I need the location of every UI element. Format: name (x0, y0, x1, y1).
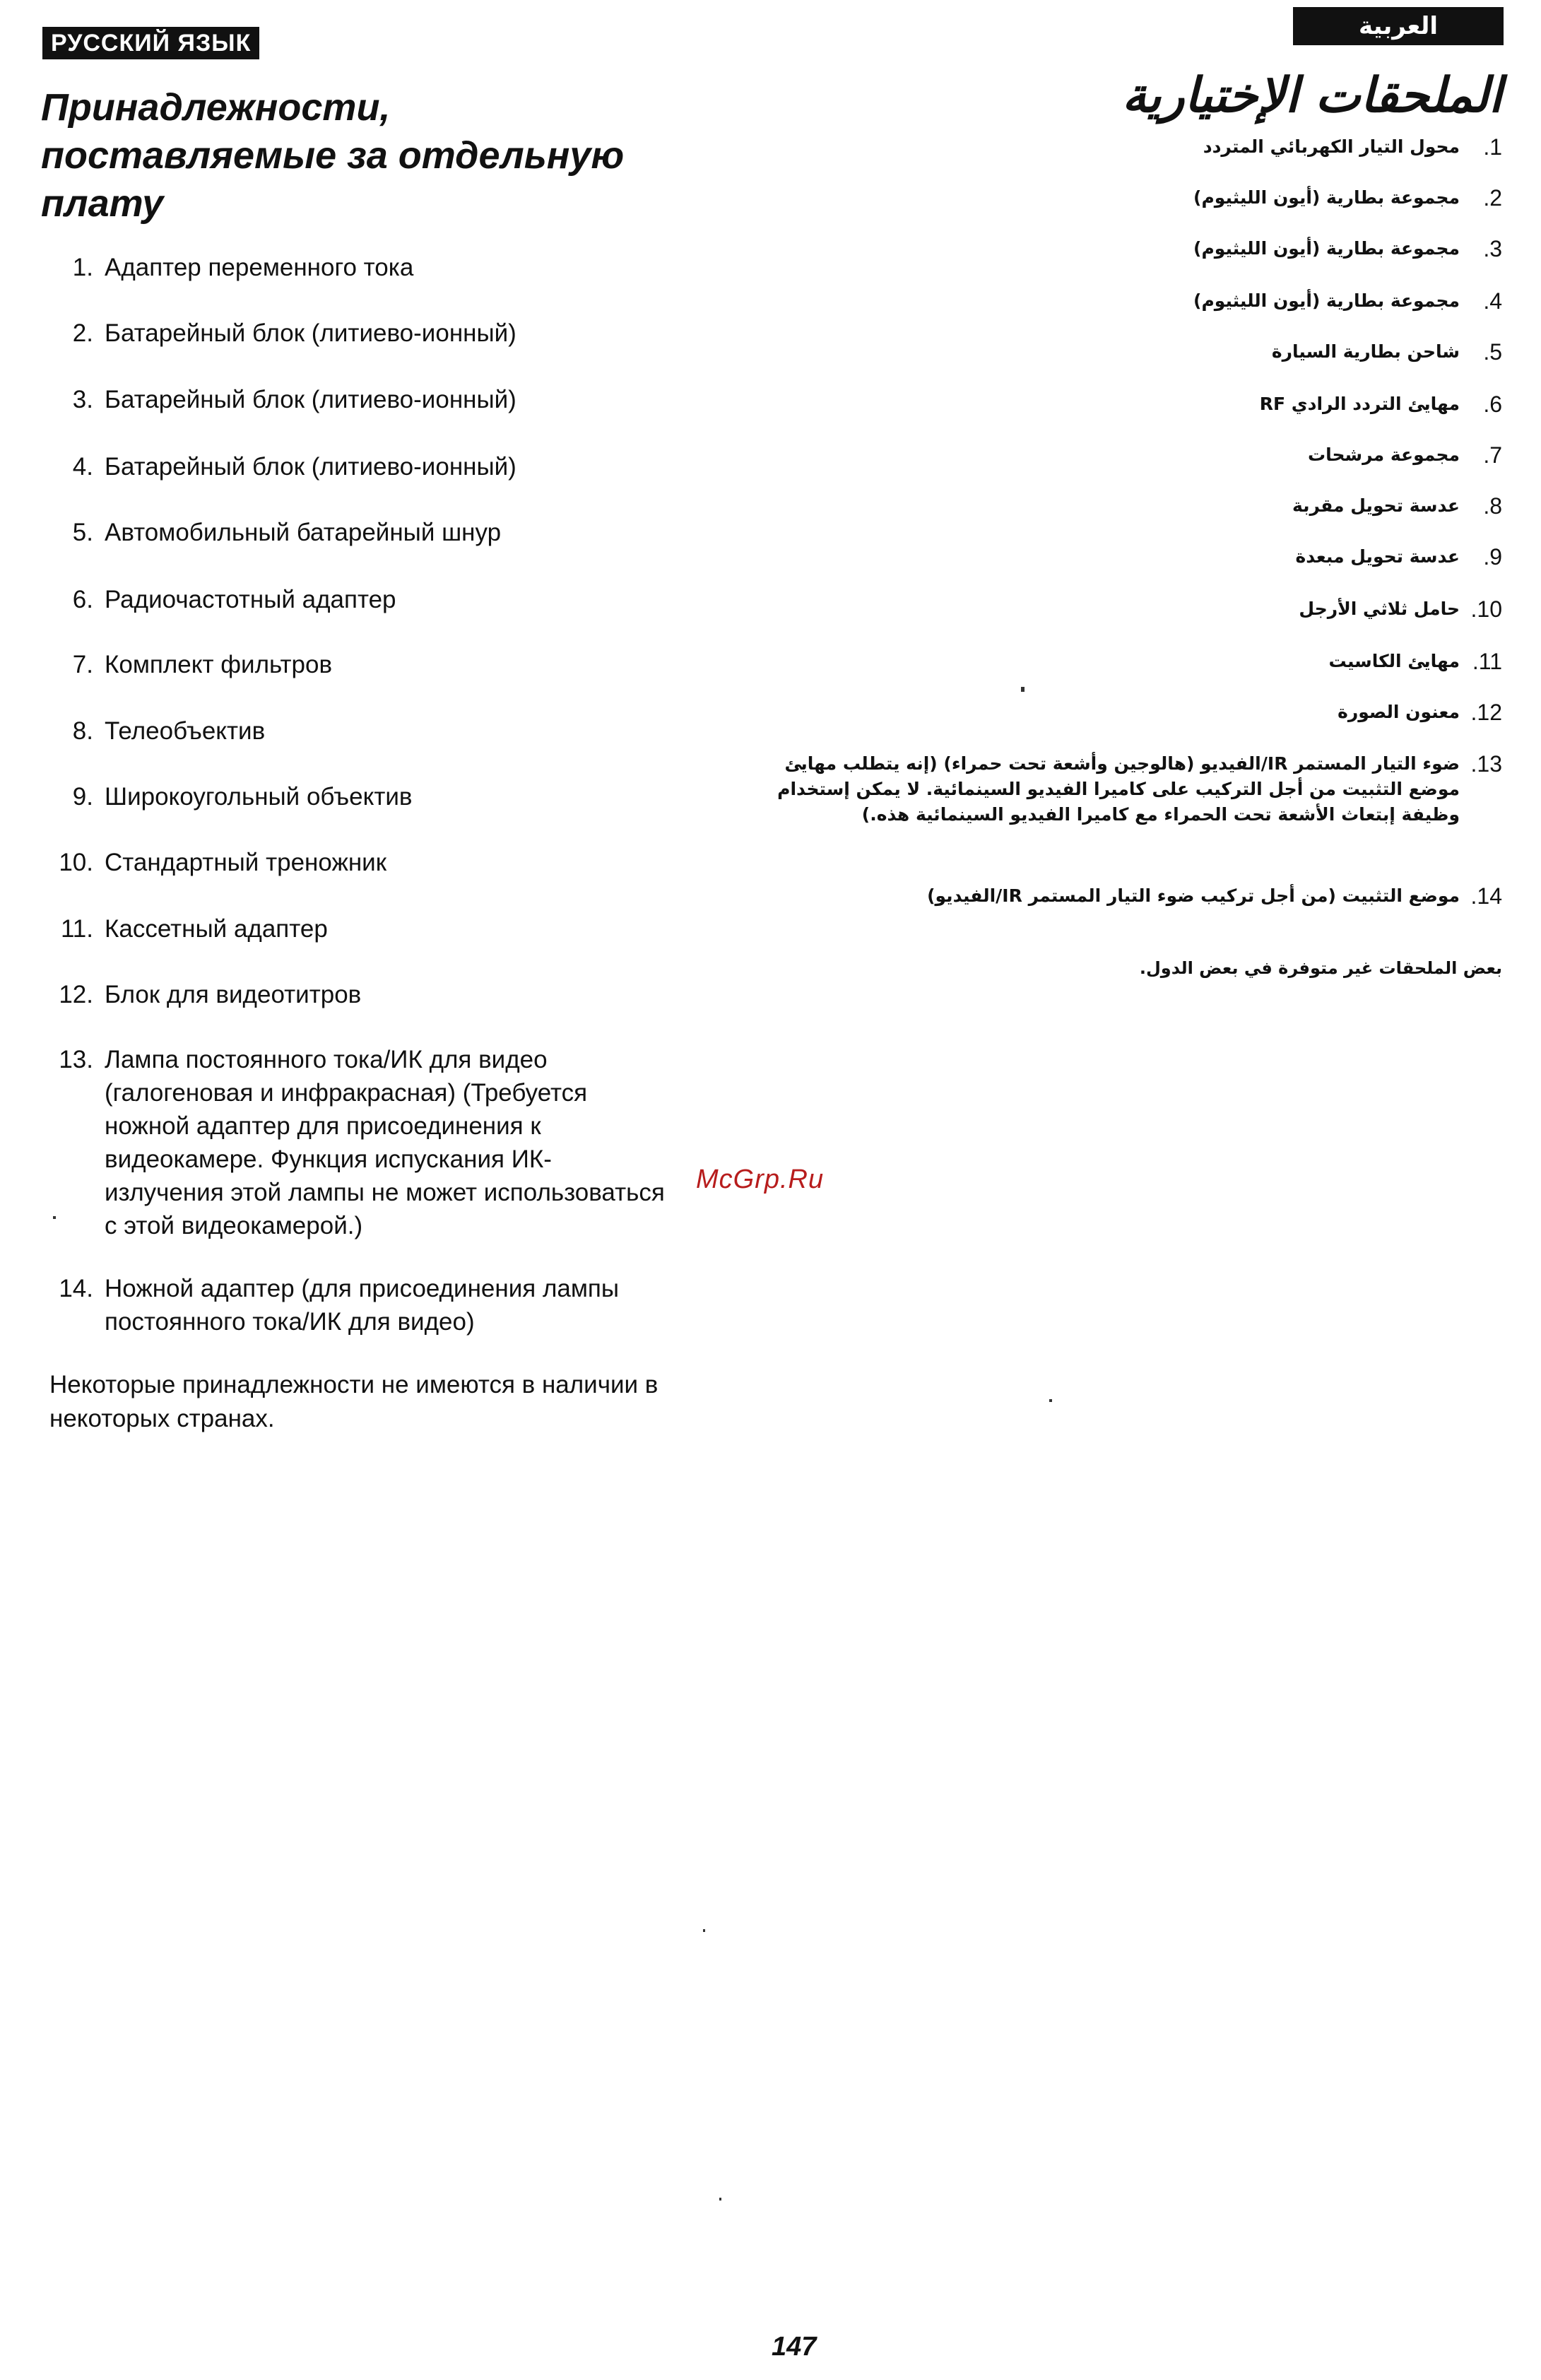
item-text: Радиочастотный адаптер (105, 586, 396, 613)
scan-speck (703, 1929, 705, 1932)
item-number: 10. (59, 849, 93, 876)
list-item (49, 648, 685, 681)
item-number: 9. (72, 783, 93, 811)
scan-speck (1021, 687, 1025, 692)
item-text: مهايئ الكاسيت (1328, 651, 1460, 671)
list-item (49, 516, 685, 549)
item-text: Кассетный адаптер (105, 915, 328, 943)
list-item (753, 883, 1502, 909)
list-item (753, 493, 1502, 519)
list-item (49, 1043, 671, 1242)
watermark: McGrp.Ru (696, 1165, 825, 1194)
item-text: Батарейный блок (литиево-ионный) (105, 453, 516, 481)
language-tag-arabic: العربية (1293, 7, 1504, 45)
item-number: .9 (1483, 544, 1502, 570)
scan-speck (53, 1216, 56, 1219)
item-number: 13. (59, 1046, 93, 1073)
item-number: .4 (1483, 288, 1502, 314)
item-text: معنون الصورة (1338, 702, 1460, 722)
list-item (49, 1272, 699, 1338)
list-item (49, 780, 685, 813)
item-number: .5 (1483, 339, 1502, 365)
list-item (49, 714, 685, 748)
list-item (753, 339, 1502, 365)
availability-note-arabic: بعض الملحقات غير متوفرة في بعض الدول. (1139, 958, 1502, 978)
list-item (49, 583, 685, 616)
list-item (49, 383, 685, 416)
item-text: شاحن بطارية السيارة (1271, 341, 1460, 362)
item-text: Адаптер переменного тока (105, 254, 414, 281)
item-text: مجموعة مرشحات (1307, 444, 1460, 465)
item-text: Батарейный блок (литиево-ионный) (105, 319, 516, 347)
item-text: Автомобильный батарейный шнур (105, 519, 502, 546)
item-number: .10 (1470, 596, 1502, 622)
item-text: Лампа постоянного тока/ИК для видео (галогеновая и инфракрасная) (Требуется ножной адаптер для присоединения к видеокамере. Функция испускания ИК-излучения этой лампы не может использоваться с этой видеокамерой.) (105, 1046, 665, 1239)
list-item (753, 544, 1502, 570)
item-text: Ножной адаптер (для присоединения лампы постоянного тока/ИК для видео) (105, 1275, 620, 1336)
list-item (753, 236, 1502, 261)
item-text: Широкоугольный объектив (105, 783, 413, 811)
list-item (753, 134, 1502, 160)
list-item (753, 700, 1502, 725)
item-number: .3 (1483, 236, 1502, 261)
page-title-russian: Принадлежности, поставляемые за отдельную плату (41, 86, 625, 225)
item-text: مجموعة بطارية (أيون الليثيوم) (1193, 238, 1460, 259)
item-number: 14. (59, 1275, 93, 1302)
item-text: ضوء التيار المستمر IR/الفيديو (هالوجين وأشعة تحت حمراء) (إنه يتطلب مهايئ موضع التثبيت من أجل التركيب على كاميرا الفيديو السينمائية. لا يمكن إستخدام وظيفة إبتعاث الأشعة تحت الحمراء مع كاميرا الفيديو السينمائية هذه.) (777, 753, 1460, 825)
list-item (753, 288, 1502, 314)
list-item (753, 596, 1502, 622)
item-text: عدسة تحويل مقربة (1292, 495, 1460, 516)
item-text: حامل ثلاثي الأرجل (1299, 599, 1460, 619)
list-item (753, 391, 1502, 417)
list-item (753, 649, 1502, 674)
item-number: .11 (1472, 649, 1502, 674)
list-item (49, 978, 685, 1011)
list-item (753, 751, 1502, 827)
list-item (49, 912, 685, 945)
availability-note-russian: Некоторые принадлежности не имеются в наличии в некоторых странах. (49, 1371, 659, 1432)
item-number: 11. (60, 915, 93, 943)
item-number: 7. (72, 651, 93, 678)
item-text: محول التيار الكهربائي المتردد (1203, 136, 1460, 157)
list-item (753, 442, 1502, 468)
item-text: Телеобъектив (105, 717, 266, 745)
list-item (49, 450, 685, 483)
list-item (49, 251, 685, 284)
item-text: موضع التثبيت (من أجل تركيب ضوء التيار المستمر IR/الفيديو) (927, 885, 1460, 906)
item-number: .12 (1470, 700, 1502, 725)
item-number: .8 (1483, 493, 1502, 519)
item-text: مهايئ التردد الرادي RF (1259, 394, 1460, 414)
item-number: 2. (72, 319, 93, 347)
item-number: 4. (72, 453, 93, 481)
item-number: .2 (1483, 185, 1502, 211)
item-number: 5. (72, 519, 93, 546)
item-number: .6 (1483, 391, 1502, 417)
item-number: 3. (72, 386, 93, 413)
item-number: .14 (1470, 883, 1502, 909)
list-item (49, 846, 685, 879)
item-text: Батарейный блок (литиево-ионный) (105, 386, 516, 413)
page-title-arabic: الملحقات الإختيارية (1122, 67, 1502, 124)
language-tag-russian: РУССКИЙ ЯЗЫК (42, 27, 259, 59)
item-number: 6. (72, 586, 93, 613)
item-text: مجموعة بطارية (أيون الليثيوم) (1193, 290, 1460, 311)
item-text: Блок для видеотитров (105, 981, 362, 1008)
page-number: 147 (772, 2332, 817, 2362)
item-number: .13 (1470, 751, 1502, 777)
list-item (49, 317, 685, 350)
item-text: مجموعة بطارية (أيون الليثيوم) (1193, 187, 1460, 208)
item-number: .7 (1483, 442, 1502, 468)
list-item (753, 185, 1502, 211)
item-number: 12. (59, 981, 93, 1008)
item-text: عدسة تحويل مبعدة (1295, 546, 1460, 567)
scan-speck (719, 2198, 721, 2201)
scan-speck (1049, 1399, 1052, 1402)
item-number: 8. (72, 717, 93, 745)
item-number: .1 (1483, 134, 1502, 160)
item-text: Комплект фильтров (105, 651, 333, 678)
item-text: Стандартный треножник (105, 849, 387, 876)
item-number: 1. (72, 254, 93, 281)
